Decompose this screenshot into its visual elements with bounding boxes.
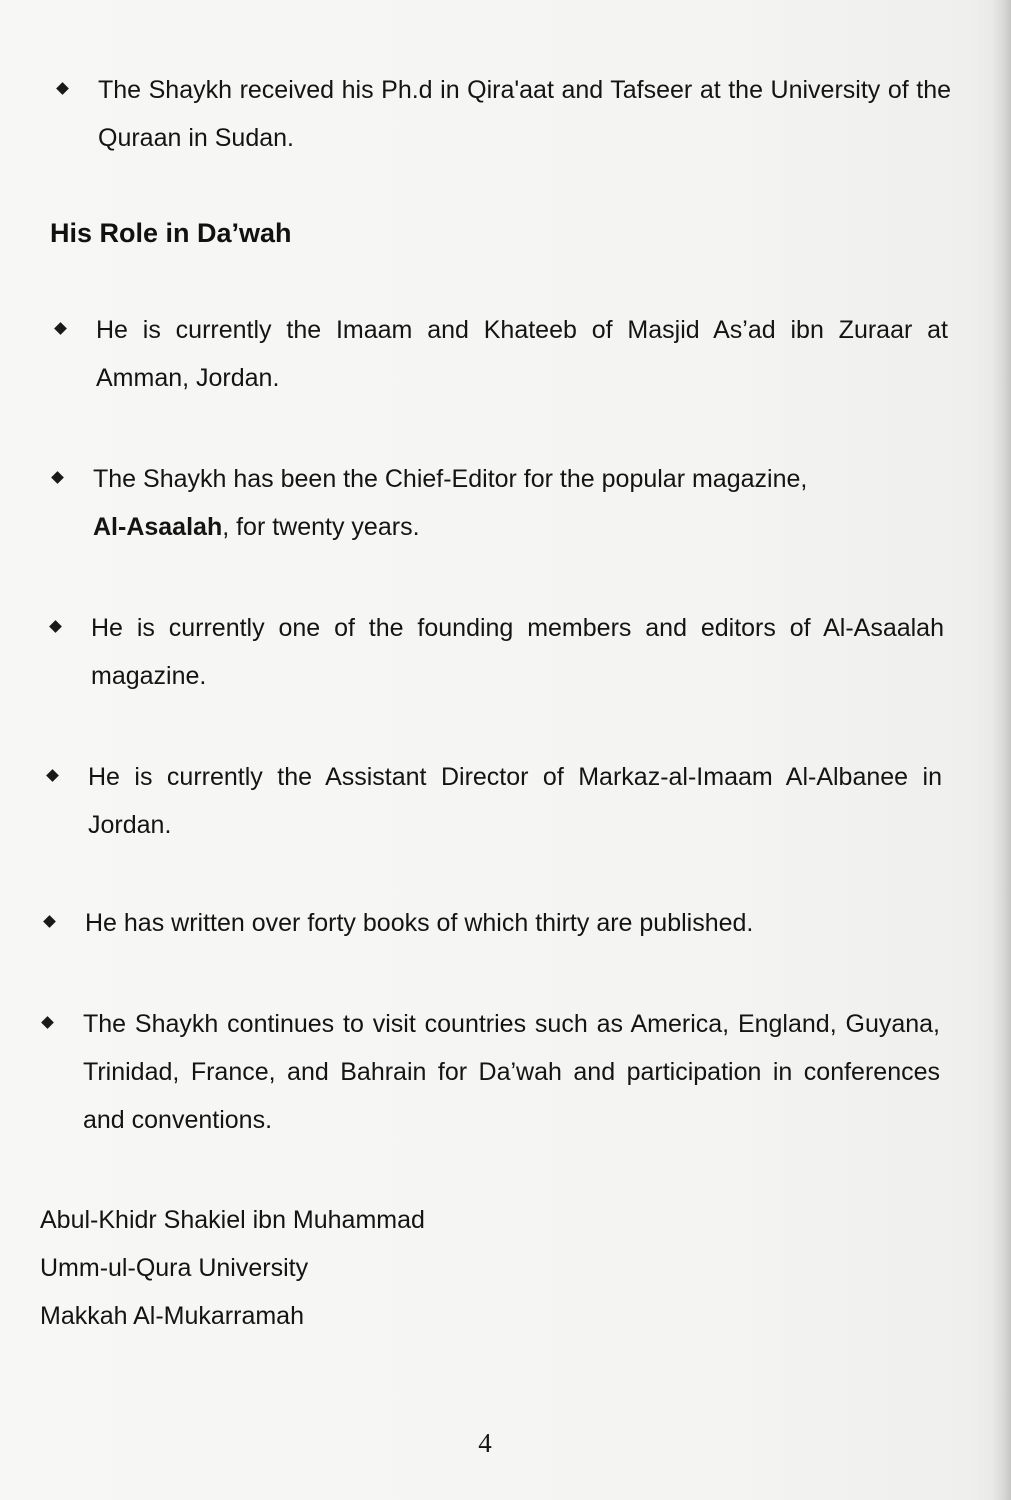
page-number: 4 [478,1428,492,1458]
role-bullet-4 [48,753,942,849]
signature-institution: Umm-ul-Qura University [40,1254,309,1282]
section-heading: His Role in Da’wah [50,218,292,248]
intro-bullet-text: The Shaykh received his Ph.d in Qira'aat and Tafseer at the University of the Quraan in Sudan. [98,76,951,152]
diamond-bullet-icon [41,1016,54,1029]
role-bullet-6-text: The Shaykh continues to visit countries such as America, England, Guyana, Trinidad, France, and Bahrain for Da’wah and participation in conferences and conventions. [83,1010,940,1134]
signature-location: Makkah Al-Mukarramah [40,1302,304,1330]
diamond-bullet-icon [56,82,69,95]
role-bullet-1 [56,306,948,402]
role-bullet-2-text [93,455,948,551]
role-bullet-2 [53,455,948,551]
page-edge-shadow [993,0,1011,1500]
role-bullet-5-text: He has written over forty books of which thirty are published. [85,909,754,937]
diamond-bullet-icon [51,471,64,484]
magazine-name-bold: Al-Asaalah [93,513,223,541]
role-bullet-6 [43,1000,940,1144]
signature-block [40,1196,425,1340]
role-bullet-1-text: He is currently the Imaam and Khateeb of Masjid As’ad ibn Zuraar at Amman, Jordan. [96,316,948,392]
diamond-bullet-icon [43,915,56,928]
role-bullet-2-text-pre: The Shaykh has been the Chief-Editor for the popular magazine, [93,465,808,493]
diamond-bullet-icon [46,769,59,782]
signature-name: Abul-Khidr Shakiel ibn Muhammad [40,1206,425,1234]
diamond-bullet-icon [54,322,67,335]
role-bullet-3 [51,604,944,700]
role-bullet-5 [45,899,945,947]
diamond-bullet-icon [49,620,62,633]
role-bullet-3-text: He is currently one of the founding members and editors of Al-Asaalah magazine. [91,614,944,690]
role-bullet-4-text: He is currently the Assistant Director of Markaz-al-Imaam Al-Albanee in Jordan. [88,763,942,839]
role-bullet-2-text-post: , for twenty years. [222,513,420,541]
intro-bullet [58,66,951,162]
